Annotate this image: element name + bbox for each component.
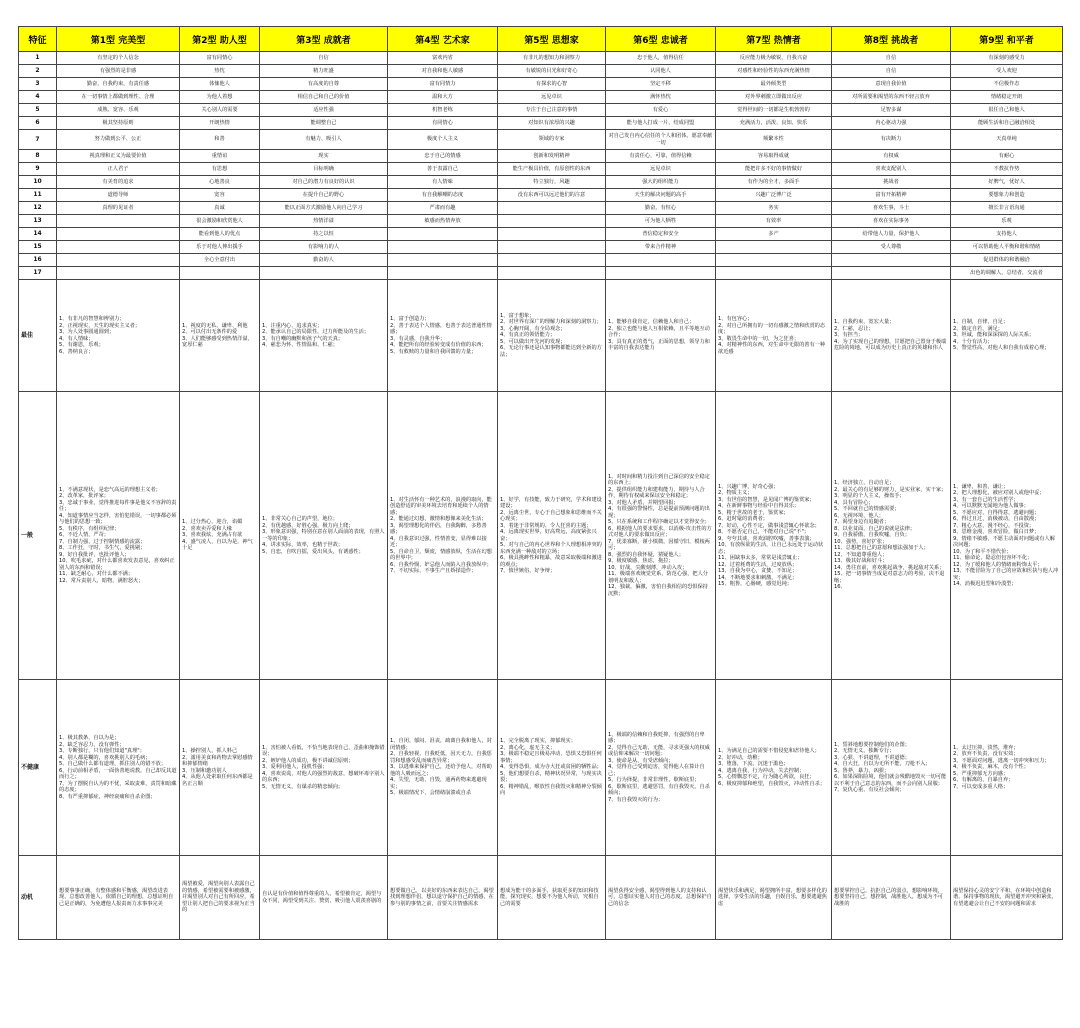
trait-number: 12 bbox=[19, 202, 57, 215]
trait-cell: 适应性强 bbox=[260, 104, 388, 117]
header-type-1: 第1型 完美型 bbox=[57, 27, 180, 52]
block-cell: 自认是有价值和值得尊重的人，希望被肯定，渴望与众不同，渴望受到关注、赞赏，吸引他人震羡喜剧的 bbox=[260, 856, 388, 940]
trait-cell: 体恤他人 bbox=[180, 78, 260, 91]
trait-cell: 视真理和正义为最要价值 bbox=[57, 150, 180, 163]
trait-cell bbox=[388, 254, 498, 267]
header-trait: 特征 bbox=[19, 27, 57, 52]
trait-cell: 足智多谋 bbox=[832, 104, 951, 117]
trait-cell: 坚定不移 bbox=[606, 78, 716, 91]
block-cell: 1、富于创造力； 2、善于表达个人情感，也善于表达普通性情感； 3、有灵感，自我升华； 4、能把所有的经验转变成有价值的东西； 5、有救赎的力量和自我回馈的力量； bbox=[388, 280, 498, 392]
trait-cell: 极其坚持原则 bbox=[57, 117, 180, 130]
trait-cell bbox=[57, 267, 180, 280]
trait-row bbox=[19, 78, 1063, 91]
table-body bbox=[19, 52, 1063, 940]
trait-cell: 带来合作精神 bbox=[606, 241, 716, 254]
enneagram-table-wrapper bbox=[18, 26, 1062, 940]
trait-cell: 对自己的潜力有良好的认识 bbox=[260, 176, 388, 189]
trait-cell: 全心全意付出 bbox=[180, 254, 260, 267]
block-cell: 1、誓斜地想要控制他们的企图； 2、无情无义，独断专行； 3、心狠、不讲道理，不讲道德； 4、自大狂，自以为无所不能，刀枪不入； 5、鲁莽，暴力，凶狠； 6、如果深陷险境，他们就会残酷地毁灭一切可能以不利于自己意志的东西，而不会向别人屈服； 7、复仇心重，有反社会倾向； bbox=[832, 680, 951, 856]
trait-cell: 充满活力，活泼、良知、快乐 bbox=[716, 117, 832, 130]
trait-number: 8 bbox=[19, 150, 57, 163]
trait-row bbox=[19, 104, 1063, 117]
trait-cell: 能以正面方式激励他人向自己学习 bbox=[260, 202, 388, 215]
block-cell: 1、兴趣广博，好奇心强； 2、物质主义； 3、有世俗的智慧，是见闻广博的鉴赏家； 4、在新鲜事物与经验中自得其乐； 5、精于世故的老于，鉴赏家； 6、赶时髦的消费者； 7、好动，心性不定，做事浅尝辄心怀欲念； 8、不愿否定自己，不能对自己说"不"； 9、夸夸其谈，喜欢油腔吹嘘，善事表演； 10、有放纵欲的生活，让自己永远处于运动状态； 11、困缺事太多，常常是浅尝辄止； 12、过着耗费的生活，过度放纵； 13、自我为中心，贪婪，不知足； 14、不断地要求和刺激，不满足； 15、粗鲁，心肠硬，感觉迟钝； bbox=[716, 392, 832, 680]
block-cell: 想要事事正确，有整体感和平衡感，渴望改进表现，总想改善他人，依循自己的理想，总想证明自己是正确的，为免遭他人报责而力求事事完美 bbox=[57, 856, 180, 940]
block-cell: 1、有非凡的智慧和辨别力； 2、正视现实，天生的现实主义者； 3、为人处事圆通圆到； 4、有人情味； 5、有谢恩，乐观； 6、善纳良言； bbox=[57, 280, 180, 392]
block-row-unhealthy bbox=[19, 680, 1063, 856]
trait-cell: 有敏锐的目光和好奇心 bbox=[498, 65, 606, 78]
block-cell: 1、操控别人，抓人料己 2、滥用美食和药物去掌慰感情和抑郁情绪 3、压制和邀功别人 4、从他人处索取任何东西都是名正言顺 bbox=[180, 680, 260, 856]
trait-number: 13 bbox=[19, 215, 57, 228]
trait-cell: 喜欢支配别人 bbox=[832, 163, 951, 176]
trait-cell: 极度个人主义 bbox=[388, 130, 498, 150]
trait-number: 14 bbox=[19, 228, 57, 241]
trait-row bbox=[19, 52, 1063, 65]
trait-cell bbox=[498, 241, 606, 254]
trait-cell: 远见卓识 bbox=[606, 163, 716, 176]
trait-number: 10 bbox=[19, 176, 57, 189]
trait-number: 3 bbox=[19, 78, 57, 91]
trait-cell: 最外倾类型 bbox=[716, 78, 832, 91]
trait-cell: 精力旺盛 bbox=[260, 65, 388, 78]
trait-cell: 有自我解嘲的态度 bbox=[388, 189, 498, 202]
trait-cell: 要想象力和创造 bbox=[951, 189, 1063, 202]
trait-cell: 能与他人打成一片，结成同盟 bbox=[606, 117, 716, 130]
trait-cell: 对自我和他人敏感 bbox=[388, 65, 498, 78]
block-cell: 1、注重内心、追求真实； 2、能承认自己的局限性，过力所能及的生活； 3、有自嘲的幽默和孩子气的天真； 4、慈悲为怀、性情温和、仁慈； bbox=[260, 280, 388, 392]
trait-cell: 富有开拓精神 bbox=[832, 189, 951, 202]
block-label: 不健康 bbox=[19, 680, 57, 856]
block-cell: 渴望获得安全感，渴望得到他人的支持和认可，总想证实他人对自己的态度，总想保护自己的信念 bbox=[606, 856, 716, 940]
trait-cell bbox=[388, 267, 498, 280]
block-cell: 1、非常关心自己的声望，地位； 2、有优越感，好胜心强，极力向上爬； 3、形象意识强，特别在意在别人面前的表现，有照人一等的印象； 4、讲求实际，效率，也精于世故； 5、自恋，自吹自擂，爱出风头，有诱惑性； bbox=[260, 392, 388, 680]
trait-cell: 喜欢在实际事务 bbox=[832, 215, 951, 228]
trait-cell: 好脾气，忧好人 bbox=[951, 176, 1063, 189]
block-cell: 1、不满意现状，是恋气高远的理想主义者； 2、改革家，批评家； 3、忠诚于事业，觉得推进每件事是他义不容辞的责任； 4、知道事情应当怎样，害怕犯错误，一切事都必须与他们的思想一致； 5、有秩序，有组织纪律； 6、不近人情，严苛； 7、自制力强，过于控制情感的流露； 8、工作狂，守时，书生气，爱挑剔； 9、好自我批评，也批评他人； 10、吹毛求疵，对什么都喜欢发表意见，喜欢纠正别人的东西和错误； 11、缺乏耐心，对什么都不满； 12、常斥责别人，暗物，满腔怒火； bbox=[57, 392, 180, 680]
trait-cell: 不教抗作势 bbox=[951, 163, 1063, 176]
trait-cell: 容易取得成就 bbox=[716, 150, 832, 163]
trait-cell: 出色的调解人，总结者，交流者 bbox=[951, 267, 1063, 280]
trait-cell: 勤奋，有恒心 bbox=[606, 202, 716, 215]
trait-cell: 乐观 bbox=[951, 215, 1063, 228]
trait-cell: 多产 bbox=[716, 228, 832, 241]
trait-cell bbox=[498, 202, 606, 215]
trait-cell bbox=[388, 228, 498, 241]
trait-cell: 觉得世间的一切都是生机勃勃的 bbox=[716, 104, 832, 117]
trait-cell: 有爱心 bbox=[606, 104, 716, 117]
trait-cell: 受人欢迎 bbox=[951, 65, 1063, 78]
trait-cell: 忠于他人，值得信任 bbox=[606, 52, 716, 65]
trait-number: 2 bbox=[19, 65, 57, 78]
block-cell: 1、害怕被人看低，不恰当地表现自己，歪曲和掩饰错误； 2、嫉妒他人的成功，极不讲诚信原则； 3、爱利用他人，投机性强； 4、喜欢说谎，对他人的强烈的敌意，想破坏毒字别人的东西； 5、无情无义，有谋杀的精恋倾向； bbox=[260, 680, 388, 856]
trait-cell: 持之以恒 bbox=[260, 228, 388, 241]
trait-cell bbox=[832, 254, 951, 267]
trait-cell: 有美育的追求 bbox=[57, 176, 180, 189]
trait-cell: 富有同情力 bbox=[388, 78, 498, 91]
trait-cell: 有作为的全才，多面手 bbox=[716, 176, 832, 189]
trait-number: 4 bbox=[19, 91, 57, 104]
trait-cell: 有权威 bbox=[832, 150, 951, 163]
block-label: 动机 bbox=[19, 856, 57, 940]
trait-cell bbox=[57, 215, 180, 228]
trait-cell: 特立独行，风趣 bbox=[498, 176, 606, 189]
enneagram-table bbox=[18, 26, 1063, 940]
trait-cell: 可以帮助他人平衡和谐和情绪 bbox=[951, 241, 1063, 254]
trait-cell: 能调整自己 bbox=[260, 117, 388, 130]
trait-cell: 开朗热情 bbox=[180, 117, 260, 130]
trait-number: 9 bbox=[19, 163, 57, 176]
trait-cell: 正人君子 bbox=[57, 163, 180, 176]
trait-cell: 富有同情心 bbox=[180, 52, 260, 65]
trait-cell: 忠于自己的情感 bbox=[388, 150, 498, 163]
trait-cell: 善于表露自己 bbox=[388, 163, 498, 176]
trait-cell bbox=[716, 241, 832, 254]
trait-row bbox=[19, 91, 1063, 104]
trait-number: 1 bbox=[19, 52, 57, 65]
trait-cell: 有魅力、吸引人 bbox=[260, 130, 388, 150]
trait-cell: 挑战者 bbox=[832, 176, 951, 189]
block-cell: 1、极端的信赖和自我贬抑，有强烈的自卑感； 2、觉得自己无助，无能，寻求更强大的权威或信仰来解决一切问题； 3、使命是从，有受虐倾向； 4、觉得自己受到迫害，觉得他人在算计自己； 5、行为择提，非常非理性，歇斯底里； 6、歇斯底里，逃避惩罚，有自我毁灭，自杀倾向； 7、有自我毁灭的行为； bbox=[606, 680, 716, 856]
trait-cell: 成熟、宽容、乐观 bbox=[57, 104, 180, 117]
trait-row bbox=[19, 163, 1063, 176]
trait-cell: 重情谊 bbox=[180, 150, 260, 163]
trait-row bbox=[19, 189, 1063, 202]
trait-cell: 专注于自己注意的事情 bbox=[498, 104, 606, 117]
trait-cell: 能看到他人的优点 bbox=[180, 228, 260, 241]
trait-cell: 宽容 bbox=[180, 189, 260, 202]
block-cell: 1、极其教条，自以为是； 2、缺乏容忍力，没有弹性； 3、专断独行，只有他们知道"真理"； 4、别人都是糊的，喜欢挑别人的毛病； 5、自己做什么都有道理，抓住别人的错不放； 6、行动前相矛盾，一面伪善地说教，自己却反其道而行之； 7、为了摆脱自认为的不忧，采取责难，责罚和暗藏的态度； 8、有严重抑郁症，神经衰痛和自杀企图； bbox=[57, 680, 180, 856]
trait-cell: 热情洋溢 bbox=[260, 215, 388, 228]
trait-row bbox=[19, 130, 1063, 150]
trait-row bbox=[19, 228, 1063, 241]
header-type-4: 第4型 艺术家 bbox=[388, 27, 498, 52]
block-cell: 渴望保持心灵的安宁平和，在环境中创造和谐，保持事物的现状，渴望避开冲突和紧张，有望逃避会让自己不安的问题和需求 bbox=[951, 856, 1063, 940]
trait-number: 15 bbox=[19, 241, 57, 254]
trait-row bbox=[19, 176, 1063, 189]
trait-cell: 温和大方 bbox=[388, 91, 498, 104]
trait-cell: 有决断力 bbox=[832, 130, 951, 150]
block-cell: 想要做自己，以美好的东西来表达自己，渴望找到理想伴侣，想以退守保护自己的情感，在参与别的事情之前，首要关注情感需求 bbox=[388, 856, 498, 940]
trait-cell: 有人情味 bbox=[388, 176, 498, 189]
trait-cell: 敏感而热情奔放 bbox=[388, 215, 498, 228]
trait-cell: 能生产极具价值，有原创性的东西 bbox=[498, 163, 606, 176]
block-label: 一般 bbox=[19, 392, 57, 680]
trait-number: 6 bbox=[19, 117, 57, 130]
trait-cell: 强大的组织能力 bbox=[606, 176, 716, 189]
trait-cell: 乐于对他人伸出援手 bbox=[180, 241, 260, 254]
header-type-7: 第7型 热情者 bbox=[716, 27, 832, 52]
trait-cell: 关心别人的需要 bbox=[180, 104, 260, 117]
trait-cell: 自信 bbox=[260, 52, 388, 65]
trait-cell: 勤奋，自我约束，有责任感 bbox=[57, 78, 180, 91]
trait-cell: 有责任心，可靠，值得信赖 bbox=[606, 150, 716, 163]
trait-cell: 有效率 bbox=[716, 215, 832, 228]
trait-cell: 很会激励和欣赏他人 bbox=[180, 215, 260, 228]
block-cell: 1、自我约束，宽宏大量； 2、仁慈，忍让； 3、有担当； 4、为了实现自己的理想，甘愿把自己置身于极端危险的境地，可以成为历史上真正的英雄和伟人 bbox=[832, 280, 951, 392]
block-cell: 1、视度的无私、谦卑、利他 2、可以付出无条件的爱 3、人们能够感受到热情洋溢、宽厚仁慈 bbox=[180, 280, 260, 392]
block-row-average bbox=[19, 392, 1063, 680]
trait-cell bbox=[260, 267, 388, 280]
trait-cell: 有非凡的想知力和洞察力 bbox=[498, 52, 606, 65]
trait-cell: 领域的专家 bbox=[498, 130, 606, 150]
header-type-9: 第9型 和平者 bbox=[951, 27, 1063, 52]
trait-cell: 内心驱动力强 bbox=[832, 117, 951, 130]
trait-cell: 擅长非言语沟通 bbox=[951, 202, 1063, 215]
trait-cell: 富欢内省 bbox=[388, 52, 498, 65]
header-type-2: 第2型 助人型 bbox=[180, 27, 260, 52]
trait-cell: 和善 bbox=[180, 130, 260, 150]
block-label: 最佳 bbox=[19, 280, 57, 392]
trait-cell: 天真单纯 bbox=[951, 130, 1063, 150]
trait-cell: 满怀热忱 bbox=[606, 91, 716, 104]
trait-cell bbox=[606, 254, 716, 267]
trait-cell bbox=[498, 228, 606, 241]
block-cell: 1、富于想象； 2、对世界有深广的理解力和深刻的洞察力； 3、心胸开阔，有全局观念； 4、有真正的领悟能力； 5、可以做出开先河的发现； 6、无论行事还是认知事物都能达到全新的方法； bbox=[498, 280, 606, 392]
trait-cell: 有深刻的感受力 bbox=[951, 52, 1063, 65]
trait-cell: 对自己发自内心信任的个人和团体，愿意奉献一切 bbox=[606, 130, 716, 150]
trait-cell: 真理的见证者 bbox=[57, 202, 180, 215]
trait-number: 5 bbox=[19, 104, 57, 117]
block-cell: 渴望被爱，渴望向别人表露自己的情感，希望被需要和被感激，并渴望别人对自己有所回应，希望让别人把自己的要求视为正当的 bbox=[180, 856, 260, 940]
trait-cell: 不信极作态 bbox=[951, 78, 1063, 91]
trait-cell: 机智老练 bbox=[388, 104, 498, 117]
trait-cell: 有强烈的是非感 bbox=[57, 65, 180, 78]
trait-row bbox=[19, 202, 1063, 215]
trait-cell bbox=[606, 267, 716, 280]
trait-cell: 自信 bbox=[832, 52, 951, 65]
trait-cell bbox=[716, 267, 832, 280]
block-cell: 1、自闭、郁闷、沮丧，疏离自我和他人，封闭情感； 2、自我轻视，自我贬低，因天无力，自我惩罚和想感受乱而痛苦异常； 3、以逃难来保护自己，还给予他人，对帮助他的人吸而远之； 4、失望，无助，自毁，通两药物来逃避现实； 5、极端情况下，会情绪崩溃或自杀 bbox=[388, 680, 498, 856]
trait-row bbox=[19, 117, 1063, 130]
block-cell: 想要掌控自己，抗拒自己的弱点，想影响环境，想要坚持自己，想控制，战胜他人，想成为不可战胜的 bbox=[832, 856, 951, 940]
trait-cell: 有影响力的人 bbox=[260, 241, 388, 254]
trait-cell bbox=[498, 254, 606, 267]
block-cell: 1、对生活怀有一种艺术的，浪漫的取向，能创造舒适的审美环境去培育和延续个人的情感； 2、能通过幻想，激情和想像来美化生活； 3、渴望理想化的伴侣，自我陶醉，多愁善感； 4、自我意识过强，性情善变，显得难以接近； 5、自命自卫，颓废，情感放纵，生活在幻想的世界中； 6、自我怜悯，妒忌他人而陷入自我放纵中； 7、不切实际，不事生产且娇揉造作； bbox=[388, 392, 498, 680]
trait-number: 16 bbox=[19, 254, 57, 267]
trait-cell: 频繁本性 bbox=[716, 130, 832, 150]
block-row-motivation bbox=[19, 856, 1063, 940]
trait-cell bbox=[832, 267, 951, 280]
block-cell: 1、对时间和精力投注到自己深信的安全稳定的东西上； 2、提供组织能力和建构能力，期待与人合作，期待有权威来保证安全和稳定； 3、对他人矛盾，并期望回报； 4、有很强的警惕性，总是提前预测问题的出现； 5、只在系统和工作程序确定以才觉得安全； 6、根据他人的要求要求，以消极-攻击性的方式对他人的要求做出反应； 7、优柔寡断，谨小慎微，因循守旧，模棱两可； 8、强烈的自我怀疑，猜疑他人； 9、极度敏感，焦虑，拖拉； 10、好战，尖酸刻薄，冲动入攻； 11、极端喜欢统觉党系，防范心强，把人分划明友和敌人； 12、独裁，偏激，害怕自我相信的恐惧保持沉默； bbox=[606, 392, 716, 680]
trait-cell: 有高度的自尊 bbox=[260, 78, 388, 91]
block-row-best bbox=[19, 280, 1063, 392]
trait-cell: 对所需要和渴望的东西不轻言放弃 bbox=[832, 91, 951, 104]
trait-row bbox=[19, 215, 1063, 228]
trait-cell: 创新和发明精神 bbox=[498, 150, 606, 163]
block-cell: 1、完全脱离了现实，抑郁现实； 2、离心化，虚无主义； 3、极端不稳定且极易冲动，恐惧又恐惧任何事情； 4、变得恐惧，成为寺大狂或贫困的牺牲品； 5、他们想要自杀，精神状况异常，与现实决裂； 6、精神错乱，喉放性自我毁灭和精神分裂倾向 bbox=[498, 680, 606, 856]
trait-cell bbox=[716, 254, 832, 267]
trait-cell: 严肃而有趣 bbox=[388, 202, 498, 215]
trait-cell bbox=[498, 267, 606, 280]
trait-cell: 热忱 bbox=[180, 65, 260, 78]
block-cell: 1、为满足自己的需要不惜侵犯和虐待他人； 2、好冲动，幼稚； 3、堕落，下流，沉迷于滥色； 4、逃离自我，行为冲动，失去控制； 5、心情飘忽不定，行为随心所欲，良狂； 6、极度抑郁和绝望，自我毁灭，冲动性自杀； bbox=[716, 680, 832, 856]
trait-cell: 给带他人力量，保护他人 bbox=[832, 228, 951, 241]
trait-cell: 情绪稳定开朗 bbox=[951, 91, 1063, 104]
trait-cell bbox=[388, 241, 498, 254]
trait-cell: 促进群体的和谐融洽 bbox=[951, 254, 1063, 267]
trait-cell: 相信自己和自己的价值 bbox=[260, 91, 388, 104]
trait-cell: 有坚定的个人信念 bbox=[57, 52, 180, 65]
trait-cell: 天生的解决问题的高手 bbox=[606, 189, 716, 202]
trait-row bbox=[19, 150, 1063, 163]
block-cell: 1、有包容心； 2、对自己所拥有的一切有感激之情和欣赏的态度； 3、敬畏生命中的一切，为之狂喜； 4、对精神性的东西，对生命中无限的善有一种欲近感 bbox=[716, 280, 832, 392]
block-cell: 1、经济独立，自动自足； 2、最关心的有足够的财力，是实业家，实干家； 3、明显的个人主义，操盘手； 4、具有冒险心； 5、不回就自己的情感需要； 6、无视环境，他人； 7、渴望身边有追随者； 8、以业贫面，自己的说就是法律； 9、自我骄傲，自我吹嘘，自负； 10、强势，喜好扩张； 11、总想把自己的意愿和想法强加于人； 12、不知道尊重他人； 13、极其好战和好斗； 14、勇往直前，喜欢挑起战争，挑起敌对关系； 15、把一切事情当成是对意志力的考验，决不退缩； 16、 bbox=[832, 392, 951, 680]
block-cell: 1、谦卑，和善，谦让； 2、把人理想化，被应对别人或他中妥； 3、有一套自己的生活哲学； 4、可以默默无闻地为他人做事； 5、不愿应对，自得得意，逃避问题； 6、得过且过，消极被动，自由散漫； 7、粗心大意，漫不经心，不投资； 8、思维金漫，喜欢冒险，做白日梦； 9、情绪不敏感，不愿主动面对问题或有人解决问题； 10、为了和平不惜代价； 11、偷命论，隐忍但包容坏不化； 12、为了缓和他人的情绪而粉饰太平； 13、不能冒险为了自己的应故和医执与他人冲突； 14、消极迟迟型和冷漠型； bbox=[951, 392, 1063, 680]
trait-cell: 受人尊敬 bbox=[832, 241, 951, 254]
trait-cell bbox=[57, 228, 180, 241]
trait-cell: 道德导师 bbox=[57, 189, 180, 202]
trait-cell: 可为他人牺牲 bbox=[606, 215, 716, 228]
trait-cell: 反应能力极为敏锐，自我兴奋 bbox=[716, 52, 832, 65]
trait-cell: 远见卓识 bbox=[498, 91, 606, 104]
trait-row bbox=[19, 65, 1063, 78]
trait-cell: 务实 bbox=[716, 202, 832, 215]
trait-cell: 为他人着想 bbox=[180, 91, 260, 104]
header-type-3: 第3型 成就者 bbox=[260, 27, 388, 52]
header-type-5: 第5型 思想家 bbox=[498, 27, 606, 52]
trait-cell bbox=[498, 215, 606, 228]
block-cell: 1、自制，自律，自足； 2、镇定自若，满足； 3、坦诚，能和深深探的人际关系； 4、十分有活力； 5、警觉性高，对他人和自我有成着心理； bbox=[951, 280, 1063, 392]
header-row bbox=[19, 27, 1063, 52]
trait-cell bbox=[57, 241, 180, 254]
trait-cell: 能顾生活和自己融洽相处 bbox=[951, 117, 1063, 130]
trait-cell: 在提升自己的野心 bbox=[260, 189, 388, 202]
trait-cell: 很任自己和他人 bbox=[951, 104, 1063, 117]
trait-cell: 自信 bbox=[832, 65, 951, 78]
trait-cell: 能把许多不好的事情做好 bbox=[716, 163, 832, 176]
block-cell: 1、能够自我肯定，信赖他人和自己； 2、独立也能与他人互相依赖，且平等地互动合作； 3、具有真正的勇气，正面的思想，领导力和丰富的自我表达能力 bbox=[606, 280, 716, 392]
trait-cell: 勤奋的人 bbox=[260, 254, 388, 267]
trait-cell: 意现自我价值 bbox=[832, 78, 951, 91]
trait-cell: 对感性和经验性的东西充满热情 bbox=[716, 65, 832, 78]
header-type-8: 第8型 挑战者 bbox=[832, 27, 951, 52]
trait-cell: 努力做到公平、公正 bbox=[57, 130, 180, 150]
trait-number: 11 bbox=[19, 189, 57, 202]
trait-number: 7 bbox=[19, 130, 57, 150]
trait-cell: 对知识有浓厚的兴趣 bbox=[498, 117, 606, 130]
trait-cell: 对外界刺激立即做出反应 bbox=[716, 91, 832, 104]
trait-cell: 心地善良 bbox=[180, 176, 260, 189]
trait-row bbox=[19, 267, 1063, 280]
block-cell: 1、太过压抑，淡然，堆弃； 2、放弃不负责，没有实效； 3、不愿面对问题，逃离一切冲突和压力； 4、极不负责，麻木，没有个性； 5、严重抑郁无方向感； 6、有解离的，自暴自弃； 7、可以变成多重人格； bbox=[951, 680, 1063, 856]
block-cell: 渴望快乐和满足，渴望拥所丰富，想要多样化的选择，享受生活的乐趣，自娱自乐，想要逃避焦虑 bbox=[716, 856, 832, 940]
trait-cell bbox=[180, 267, 260, 280]
trait-cell: 有耐心 bbox=[951, 150, 1063, 163]
trait-row bbox=[19, 241, 1063, 254]
trait-cell: 支持他人 bbox=[951, 228, 1063, 241]
trait-cell: 普信稳定和安全 bbox=[606, 228, 716, 241]
trait-cell: 有思想 bbox=[180, 163, 260, 176]
block-cell: 1、过分热心，迎合，谄媚 2、喜欢卖弄爱和人缘 3、喜欢我炫，充满占有欲 4、盛气凌人，自以为是，神气十足 bbox=[180, 392, 260, 680]
trait-cell: 现实 bbox=[260, 150, 388, 163]
trait-cell: 目标明确 bbox=[260, 163, 388, 176]
trait-row bbox=[19, 254, 1063, 267]
trait-cell: 真诚 bbox=[180, 202, 260, 215]
trait-cell: 有同情心 bbox=[388, 117, 498, 130]
trait-cell: 没有东西可以远过他们的注意 bbox=[498, 189, 606, 202]
block-cell: 想成为能干的多面手，获取更多的知识和技能，探究现实，想要不为他人所动，究根自己的需要 bbox=[498, 856, 606, 940]
trait-cell: 喜欢生事，斗士 bbox=[832, 202, 951, 215]
trait-cell: 兴趣广泛博广泛 bbox=[716, 189, 832, 202]
trait-cell: 认同他人 bbox=[606, 65, 716, 78]
header-type-6: 第6型 忠诚者 bbox=[606, 27, 716, 52]
block-cell: 1、好学，有技能，致力于研究，学术和建设建设； 2、远离尘世，专心于自己想象和思维而不关心现实； 3、着迷于非常规的、令人狂喜的主题； 4、远离现实世界，好高骛远，高度紧张兴奋； 5、对与自己的内心世界和个人理想相冲突的东西充满一种敌对的立场； 6、极具挑衅性和粗暴，故意采取极端和激进的观点； 7、愤世嫉俗，好争辩； bbox=[498, 392, 606, 680]
trait-cell: 在一切事情上都做到理性、合理 bbox=[57, 91, 180, 104]
trait-cell: 有探求的心智 bbox=[498, 78, 606, 91]
trait-number: 17 bbox=[19, 267, 57, 280]
trait-cell bbox=[57, 254, 180, 267]
